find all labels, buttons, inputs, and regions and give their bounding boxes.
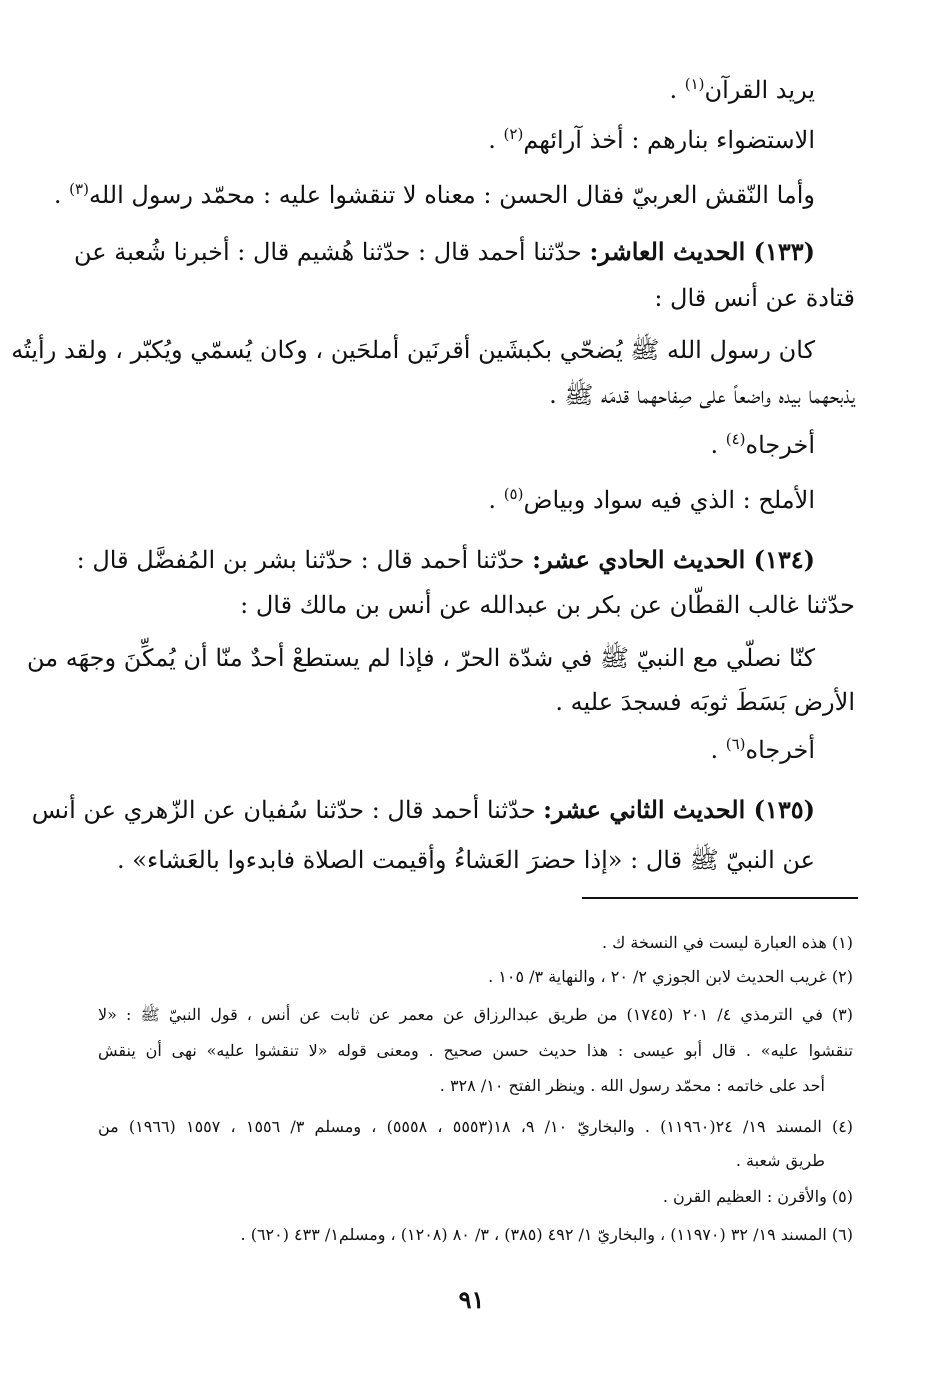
footnote: تنقشوا عليه» . قال أبو عيسى : هذا حديث حسن صحيح . ومعنى قوله «لا تنقشوا عليه» نهى أن ينقش [98,1041,853,1060]
text-run: . [669,76,685,104]
text-run: الاستضواء بنارهم : أخذ آرائهم [523,126,815,154]
text-run: حدّثنا أحمد قال : حدّثنا بشر بن المُفضَّل قال : [76,546,533,574]
footnote: طريق شعبة . [735,1151,825,1170]
hadith-text [11,330,815,370]
text-run: الأرض بَسَطَ ثوبَه فسجدَ عليه . [555,688,855,716]
footnote-ref: (٢) [503,125,524,143]
text-run: . [710,431,726,459]
text-run: الأملح : الذي فيه سواد وبياض [523,486,815,514]
text-run: . [488,486,504,514]
footnote-ref: (٥) [503,485,524,503]
text-run: حدّثنا غالب القطّان عن بكر بن عبدالله عن أنس بن مالك قال : [240,591,855,619]
footnote: (٢) غريب الحديث لابن الجوزي ٢/ ٢٠ ، والنهاية ٣/ ١٠٥ . [488,967,853,986]
text-line [654,278,855,318]
text-line [54,175,815,215]
footnote-ref: (٣) [69,180,89,198]
text-run: وأما النّقش العربيّ فقال الحسن : معناه لا تنقشوا عليه : محمّد رسول الله [88,181,815,209]
text-line [240,585,855,625]
text-line [488,480,815,520]
text-run: يريد القرآن [704,76,815,104]
text-run: كان رسول الله ﷺ يُضحّي بكبشَين أقرنَين أملحَين ، وكان يُسمّي ويُكبّر ، ولقد رأيتُه [11,336,815,364]
text-run: . [488,126,504,154]
footnote-ref: (٤) [725,430,746,448]
hadith-title: (١٣٥) الحديث الثاني عشر: [543,795,815,824]
text-run: أخرجاه [745,431,815,459]
text-line [669,70,815,110]
text-run: كنّا نصلّي مع النبيّ ﷺ في شدّة الحرّ ، فإذا لم يستطعْ أحدٌ منّا أن يُمكِّنَ وجهَه من [26,644,815,672]
footnote-ref: (١) [684,75,705,93]
takhrij-line [710,425,815,465]
footnote-ref: (٦) [725,735,746,753]
text-run: عن النبيّ ﷺ قال : «إذا حضرَ العَشاءُ وأقيمت الصلاة فابدءوا بالعَشاء» . [117,846,815,874]
hadith-title: (١٣٤) الحديث الحادي عشر: [532,545,815,574]
takhrij-line [710,730,815,770]
hadith-text [549,375,855,415]
text-run: . [53,181,70,209]
footnote: (٥) والأقرن : العظيم القرن . [662,1187,853,1206]
text-run: يذبحهما بيده واضعاً على صِفاحهما قدمَه ﷺ . [549,381,855,409]
footnote: (٤) المسند ١٩/ ٢٤(١١٩٦٠) . والبخاريّ ١٠/ ٩، ١٨(٥٥٥٣ ، ٥٥٥٨) ، ومسلم ٣/ ١٥٥٦ ، ١٥٥٧ (١٩٦٦) من [98,1117,854,1136]
hadith-heading-133 [74,232,815,272]
hadith-heading-135 [31,790,815,830]
hadith-text [117,840,815,880]
footnote: (٦) المسند ١٩/ ٣٢ (١١٩٧٠) ، والبخاريّ ١/ ٤٩٢ (٣٨٥) ، ٣/ ٨٠ (١٢٠٨) ، ومسلم١/ ٤٣٣ (٦٢٠) . [240,1225,853,1244]
hadith-heading-134 [76,540,815,580]
footnote-separator [582,897,858,899]
footnote: (٣) في الترمذي ٤/ ٢٠١ (١٧٤٥) من طريق عبدالرزاق عن معمر عن ثابت عن أنس ، قول النبيّ ﷺ : «لا [98,1005,854,1024]
page-number: ٩١ [458,1285,485,1314]
text-run: . [710,736,726,764]
text-run: أخرجاه [745,736,815,764]
text-run: قتادة عن أنس قال : [654,284,855,312]
hadith-text [26,638,815,678]
hadith-text [555,682,855,722]
text-run: حدّثنا أحمد قال : حدّثنا هُشيم قال : أخبرنا شُعبة عن [74,238,590,266]
text-run: حدّثنا أحمد قال : حدّثنا سُفيان عن الزّهري عن أنس [31,796,544,824]
hadith-title: (١٣٣) الحديث العاشر: [589,237,815,266]
footnote: أحد على خاتمه : محمّد رسول الله . وينظر الفتح ١٠/ ٣٢٨ . [439,1076,825,1095]
text-line [488,120,815,160]
footnote: (١) هذه العبارة ليست في النسخة ك . [601,933,853,952]
